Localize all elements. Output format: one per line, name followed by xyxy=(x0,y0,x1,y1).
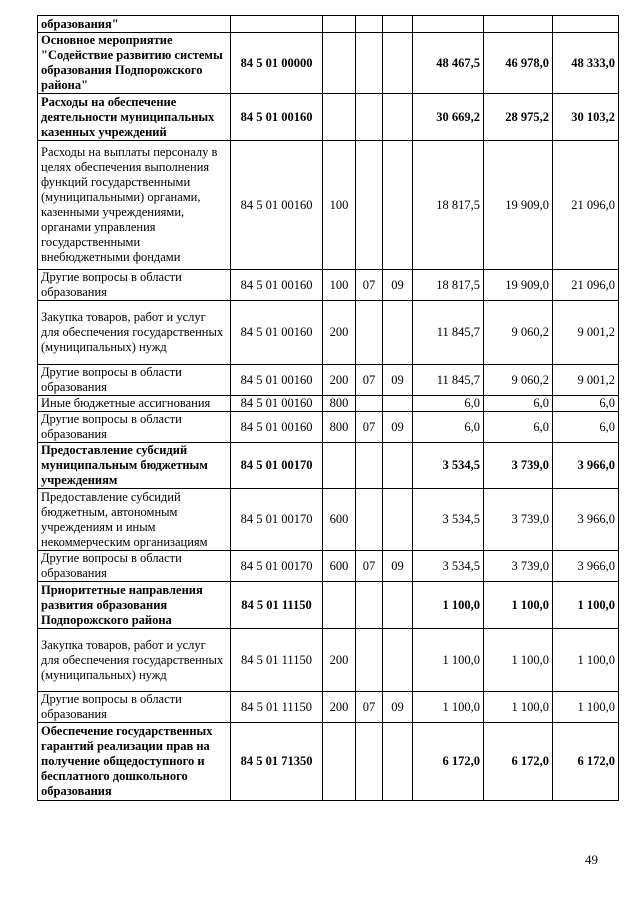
row-name-cell: Предоставление субсидий муниципальным бюджетным учреждениям xyxy=(38,443,231,489)
row-name-cell: Основное мероприятие "Содействие развитию системы образования Подпорожского района" xyxy=(38,33,231,94)
section-cell xyxy=(356,443,383,489)
table-row xyxy=(38,692,619,723)
amount-year-2-cell: 3 739,0 xyxy=(484,443,553,489)
amount-year-1-cell xyxy=(413,16,484,33)
amount-year-1-cell: 6 172,0 xyxy=(413,723,484,801)
target-code-cell: 84 5 01 00170 xyxy=(231,551,323,582)
section-cell xyxy=(356,16,383,33)
subsection-cell xyxy=(383,301,413,365)
amount-year-3-cell: 30 103,2 xyxy=(553,94,619,141)
target-code-cell: 84 5 01 71350 xyxy=(231,723,323,801)
expense-type-cell: 200 xyxy=(323,692,356,723)
section-cell xyxy=(356,301,383,365)
amount-year-3-cell: 1 100,0 xyxy=(553,692,619,723)
subsection-cell xyxy=(383,629,413,692)
table-row xyxy=(38,270,619,301)
target-code-cell: 84 5 01 00000 xyxy=(231,33,323,94)
section-cell xyxy=(356,629,383,692)
row-name-cell: Обеспечение государственных гарантий реализации прав на получение общедоступного и бесплатного дошкольного образования xyxy=(38,723,231,801)
amount-year-3-cell: 3 966,0 xyxy=(553,443,619,489)
table-row xyxy=(38,301,619,365)
table-row xyxy=(38,396,619,412)
target-code-cell: 84 5 01 00160 xyxy=(231,94,323,141)
amount-year-1-cell: 3 534,5 xyxy=(413,551,484,582)
table-row xyxy=(38,412,619,443)
amount-year-1-cell: 48 467,5 xyxy=(413,33,484,94)
amount-year-2-cell: 9 060,2 xyxy=(484,365,553,396)
subsection-cell: 09 xyxy=(383,692,413,723)
expense-type-cell: 800 xyxy=(323,396,356,412)
amount-year-1-cell: 30 669,2 xyxy=(413,94,484,141)
table-row xyxy=(38,723,619,801)
expense-type-cell: 600 xyxy=(323,551,356,582)
amount-year-3-cell: 3 966,0 xyxy=(553,489,619,551)
amount-year-3-cell: 3 966,0 xyxy=(553,551,619,582)
target-code-cell: 84 5 01 00170 xyxy=(231,489,323,551)
amount-year-1-cell: 11 845,7 xyxy=(413,301,484,365)
subsection-cell xyxy=(383,489,413,551)
amount-year-2-cell: 9 060,2 xyxy=(484,301,553,365)
subsection-cell: 09 xyxy=(383,270,413,301)
amount-year-2-cell xyxy=(484,16,553,33)
expense-type-cell xyxy=(323,582,356,629)
section-cell: 07 xyxy=(356,412,383,443)
section-cell xyxy=(356,489,383,551)
row-name-cell: Другие вопросы в области образования xyxy=(38,270,231,301)
expense-type-cell: 200 xyxy=(323,365,356,396)
expense-type-cell: 800 xyxy=(323,412,356,443)
amount-year-2-cell: 1 100,0 xyxy=(484,582,553,629)
row-name-cell: Приоритетные направления развития образования Подпорожского района xyxy=(38,582,231,629)
amount-year-3-cell: 1 100,0 xyxy=(553,629,619,692)
row-name-cell: Другие вопросы в области образования xyxy=(38,365,231,396)
target-code-cell: 84 5 01 11150 xyxy=(231,582,323,629)
expense-type-cell: 200 xyxy=(323,301,356,365)
target-code-cell: 84 5 01 00160 xyxy=(231,365,323,396)
amount-year-3-cell xyxy=(553,16,619,33)
table-row xyxy=(38,365,619,396)
amount-year-1-cell: 3 534,5 xyxy=(413,443,484,489)
amount-year-1-cell: 6,0 xyxy=(413,412,484,443)
amount-year-1-cell: 6,0 xyxy=(413,396,484,412)
amount-year-2-cell: 6,0 xyxy=(484,412,553,443)
table-row xyxy=(38,94,619,141)
expense-type-cell: 600 xyxy=(323,489,356,551)
section-cell xyxy=(356,396,383,412)
amount-year-1-cell: 1 100,0 xyxy=(413,629,484,692)
subsection-cell xyxy=(383,141,413,270)
amount-year-2-cell: 3 739,0 xyxy=(484,489,553,551)
section-cell xyxy=(356,94,383,141)
row-name-cell: Расходы на обеспечение деятельности муниципальных казенных учреждений xyxy=(38,94,231,141)
amount-year-1-cell: 1 100,0 xyxy=(413,692,484,723)
amount-year-1-cell: 1 100,0 xyxy=(413,582,484,629)
section-cell xyxy=(356,582,383,629)
table-row xyxy=(38,33,619,94)
table-row xyxy=(38,16,619,33)
amount-year-2-cell: 3 739,0 xyxy=(484,551,553,582)
amount-year-1-cell: 3 534,5 xyxy=(413,489,484,551)
subsection-cell xyxy=(383,16,413,33)
expense-type-cell xyxy=(323,94,356,141)
amount-year-2-cell: 6 172,0 xyxy=(484,723,553,801)
expense-type-cell xyxy=(323,16,356,33)
amount-year-3-cell: 48 333,0 xyxy=(553,33,619,94)
section-cell xyxy=(356,723,383,801)
target-code-cell xyxy=(231,16,323,33)
row-name-cell: Расходы на выплаты персоналу в целях обеспечения выполнения функций государственными (муниципальными) органами, казенными учреждениями, органами управления государственными внебюджетными фондами xyxy=(38,141,231,270)
subsection-cell xyxy=(383,94,413,141)
table-row xyxy=(38,443,619,489)
row-name-cell: Закупка товаров, работ и услуг для обеспечения государственных (муниципальных) нужд xyxy=(38,629,231,692)
section-cell xyxy=(356,141,383,270)
subsection-cell: 09 xyxy=(383,412,413,443)
amount-year-1-cell: 18 817,5 xyxy=(413,141,484,270)
row-name-cell: Закупка товаров, работ и услуг для обеспечения государственных (муниципальных) нужд xyxy=(38,301,231,365)
amount-year-3-cell: 9 001,2 xyxy=(553,365,619,396)
expense-type-cell xyxy=(323,723,356,801)
target-code-cell: 84 5 01 00160 xyxy=(231,141,323,270)
table-row xyxy=(38,551,619,582)
amount-year-2-cell: 46 978,0 xyxy=(484,33,553,94)
expense-type-cell: 100 xyxy=(323,141,356,270)
subsection-cell xyxy=(383,443,413,489)
budget-table-body xyxy=(38,16,619,801)
subsection-cell xyxy=(383,396,413,412)
amount-year-2-cell: 6,0 xyxy=(484,396,553,412)
row-name-cell: Предоставление субсидий бюджетным, автономным учреждениям и иным некоммерческим организациям xyxy=(38,489,231,551)
amount-year-1-cell: 11 845,7 xyxy=(413,365,484,396)
subsection-cell xyxy=(383,723,413,801)
subsection-cell xyxy=(383,582,413,629)
amount-year-2-cell: 1 100,0 xyxy=(484,629,553,692)
row-name-cell: образования" xyxy=(38,16,231,33)
row-name-cell: Другие вопросы в области образования xyxy=(38,551,231,582)
target-code-cell: 84 5 01 11150 xyxy=(231,629,323,692)
target-code-cell: 84 5 01 00160 xyxy=(231,412,323,443)
row-name-cell: Другие вопросы в области образования xyxy=(38,692,231,723)
subsection-cell: 09 xyxy=(383,365,413,396)
target-code-cell: 84 5 01 00160 xyxy=(231,396,323,412)
amount-year-3-cell: 6,0 xyxy=(553,412,619,443)
target-code-cell: 84 5 01 00170 xyxy=(231,443,323,489)
budget-table xyxy=(37,15,619,801)
amount-year-3-cell: 21 096,0 xyxy=(553,141,619,270)
amount-year-3-cell: 21 096,0 xyxy=(553,270,619,301)
amount-year-2-cell: 28 975,2 xyxy=(484,94,553,141)
row-name-cell: Другие вопросы в области образования xyxy=(38,412,231,443)
section-cell: 07 xyxy=(356,551,383,582)
expense-type-cell: 200 xyxy=(323,629,356,692)
target-code-cell: 84 5 01 00160 xyxy=(231,270,323,301)
page-number: 49 xyxy=(585,852,598,867)
amount-year-3-cell: 6,0 xyxy=(553,396,619,412)
section-cell xyxy=(356,33,383,94)
expense-type-cell xyxy=(323,443,356,489)
table-row xyxy=(38,141,619,270)
amount-year-3-cell: 9 001,2 xyxy=(553,301,619,365)
target-code-cell: 84 5 01 00160 xyxy=(231,301,323,365)
table-row xyxy=(38,489,619,551)
section-cell: 07 xyxy=(356,365,383,396)
amount-year-1-cell: 18 817,5 xyxy=(413,270,484,301)
table-row xyxy=(38,629,619,692)
amount-year-2-cell: 1 100,0 xyxy=(484,692,553,723)
section-cell: 07 xyxy=(356,692,383,723)
section-cell: 07 xyxy=(356,270,383,301)
expense-type-cell xyxy=(323,33,356,94)
subsection-cell: 09 xyxy=(383,551,413,582)
table-row xyxy=(38,582,619,629)
amount-year-2-cell: 19 909,0 xyxy=(484,141,553,270)
row-name-cell: Иные бюджетные ассигнования xyxy=(38,396,231,412)
amount-year-3-cell: 6 172,0 xyxy=(553,723,619,801)
amount-year-2-cell: 19 909,0 xyxy=(484,270,553,301)
expense-type-cell: 100 xyxy=(323,270,356,301)
amount-year-3-cell: 1 100,0 xyxy=(553,582,619,629)
target-code-cell: 84 5 01 11150 xyxy=(231,692,323,723)
subsection-cell xyxy=(383,33,413,94)
